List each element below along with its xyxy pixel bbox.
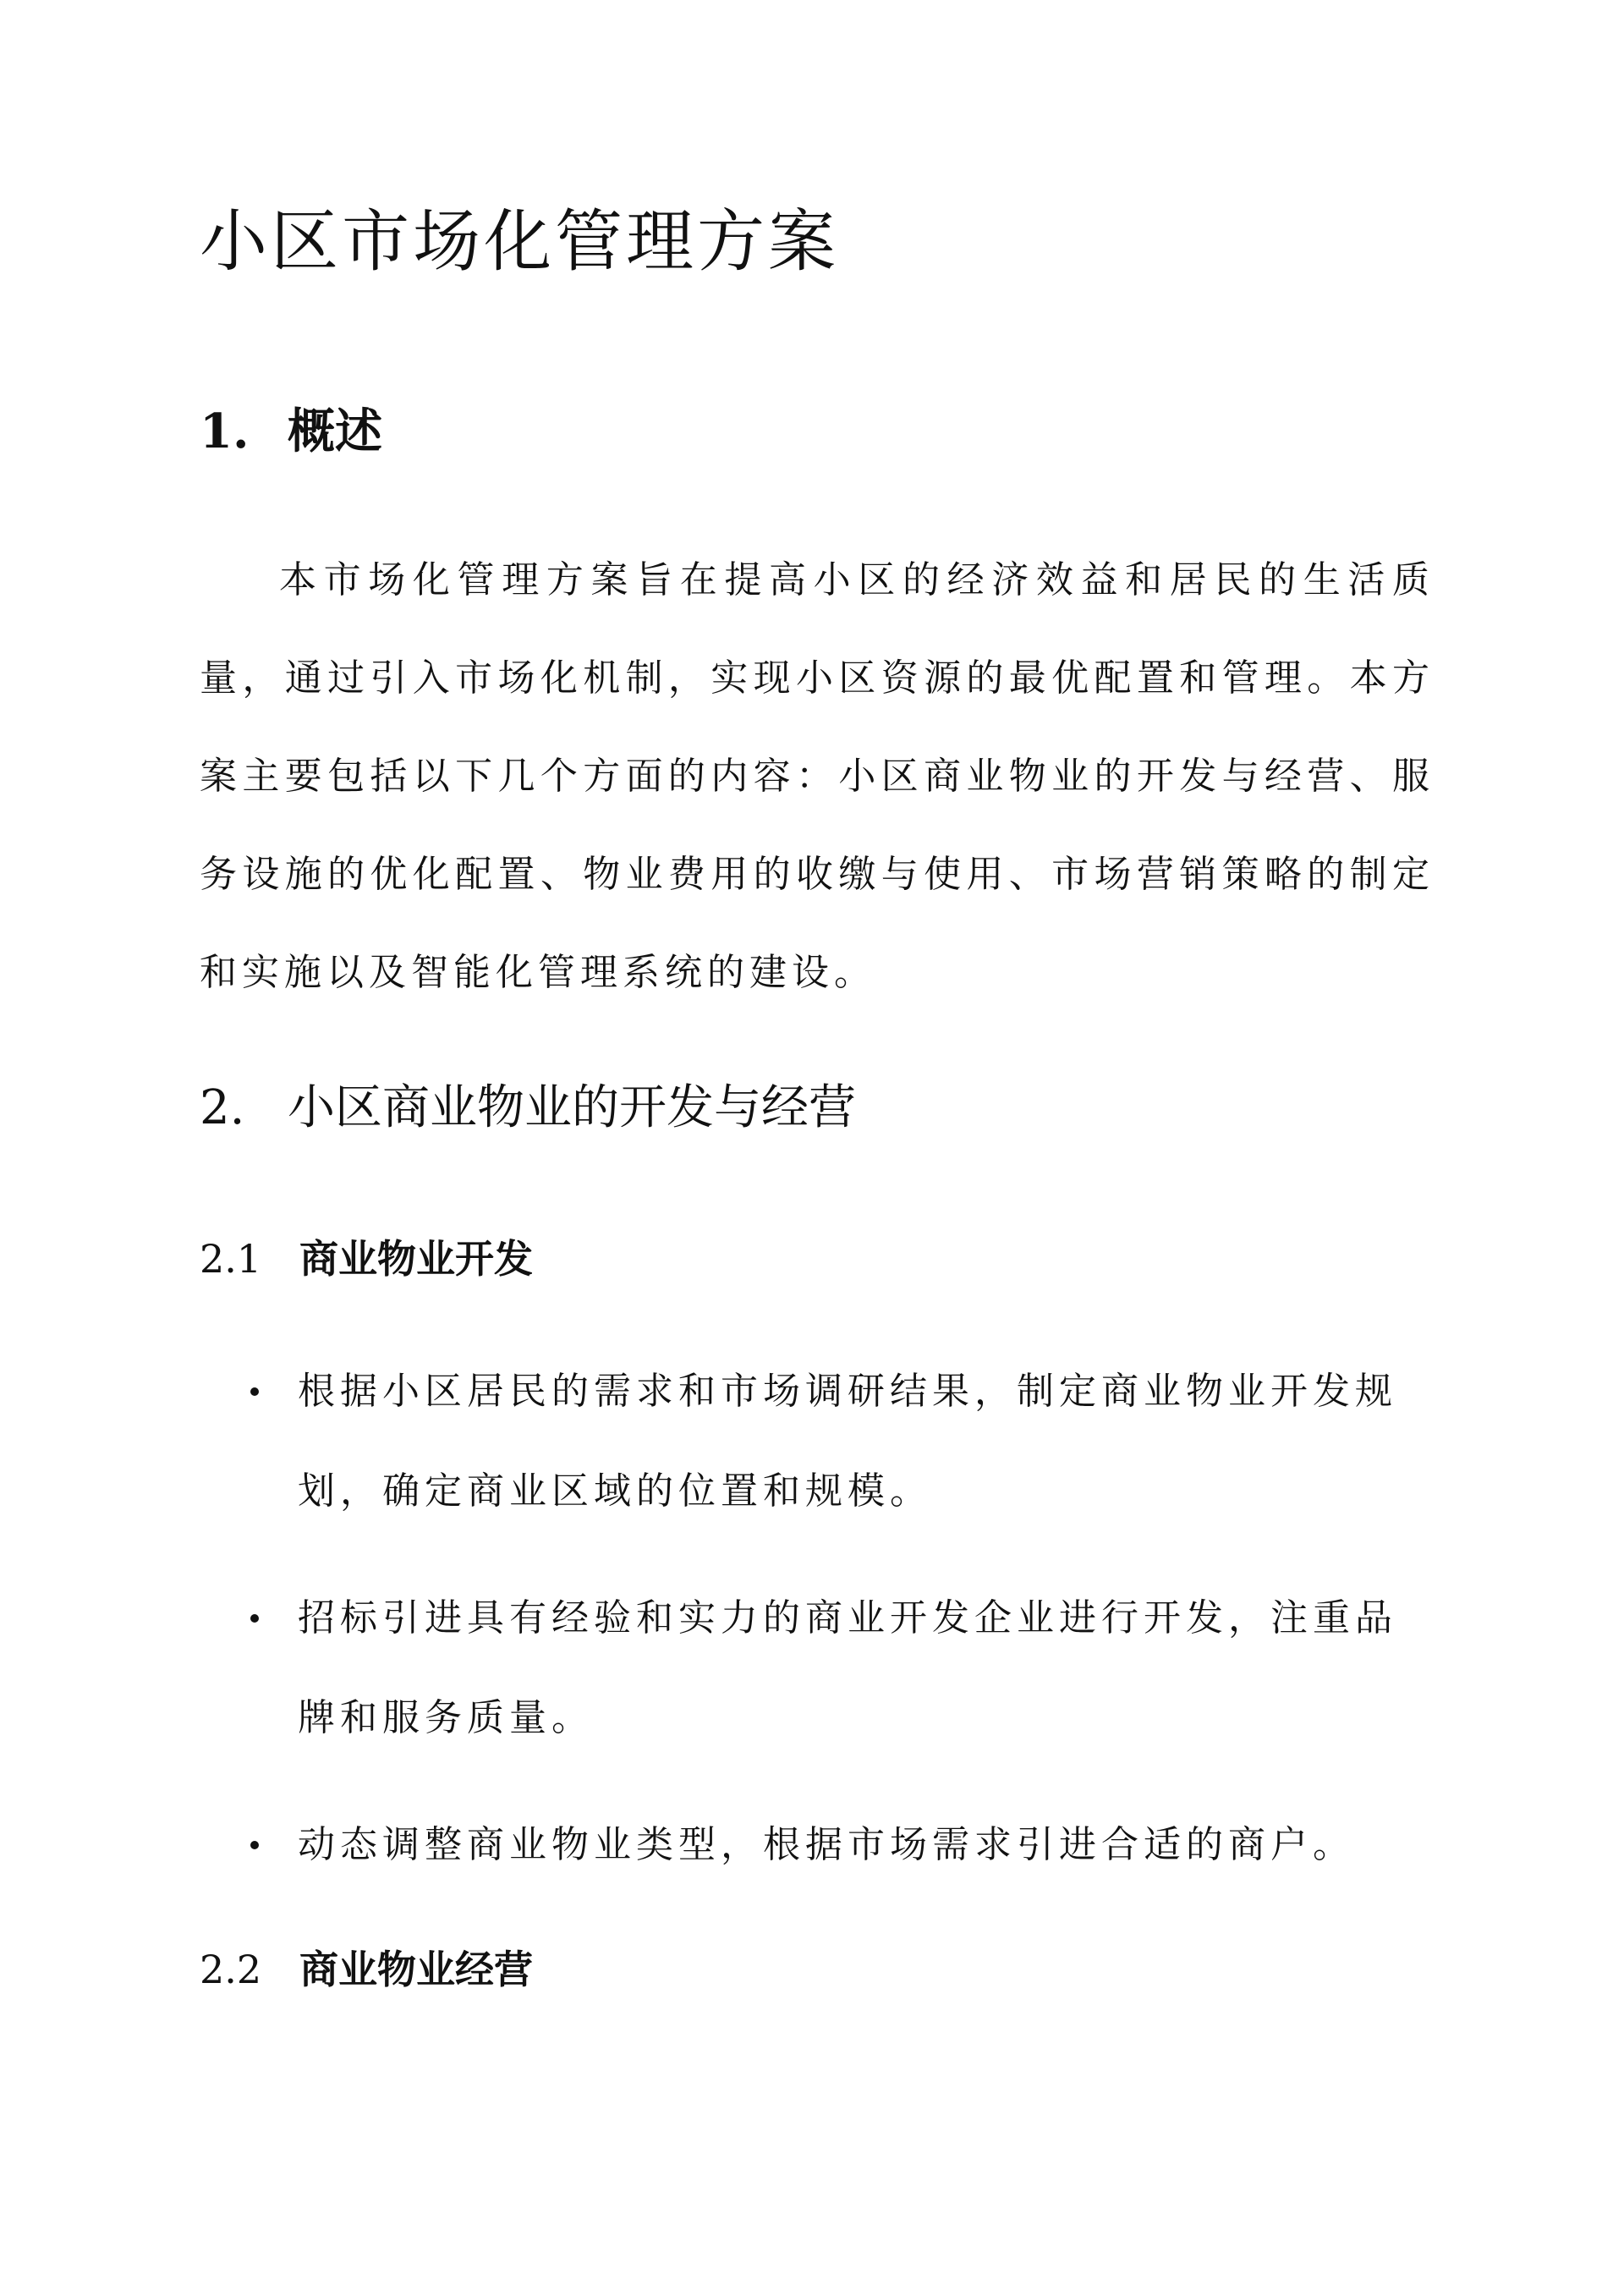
list-item — [200, 1342, 1418, 1541]
subsection-number: 2.1 — [200, 1236, 262, 1282]
bullet-icon — [250, 1841, 259, 1849]
subsection-title: 商业物业经营 — [299, 1947, 533, 1992]
list-item-text: 招标引进具有经验和实力的商业开发企业进行开发，注重品牌和服务质量。 — [298, 1596, 1397, 1739]
subsection-number: 2.2 — [200, 1947, 262, 1992]
overview-paragraph: 本市场化管理方案旨在提高小区的经济效益和居民的生活质量，通过引入市场化机制，实现小区资源的最优配置和管理。本方案主要包括以下几个方面的内容：小区商业物业的开发与经营、服务设施的优化配置、物业费用的收缴与使用、市场营销策略的制定和实施以及智能化管理系统的建设。 — [200, 558, 1435, 994]
development-bullet-list — [200, 1342, 1418, 1922]
list-item — [200, 1568, 1418, 1768]
bullet-icon — [250, 1387, 259, 1396]
list-item — [200, 1795, 1418, 1895]
list-item-text: 动态调整商业物业类型，根据市场需求引进合适的商户。 — [298, 1823, 1355, 1866]
list-item-text: 根据小区居民的需求和市场调研结果，制定商业物业开发规划，确定商业区域的位置和规模。 — [298, 1370, 1397, 1513]
section-heading-commercial — [200, 1074, 856, 1142]
section-title: 概述 — [288, 404, 382, 459]
subsection-title: 商业物业开发 — [299, 1236, 533, 1282]
subsection-heading-development — [200, 1232, 533, 1286]
section-number: 2. — [200, 1080, 245, 1135]
bullet-icon — [250, 1614, 259, 1623]
section-heading-overview — [200, 398, 382, 465]
section-title: 小区商业物业的开发与经营 — [288, 1080, 856, 1135]
section-number: 1. — [200, 404, 250, 459]
document-title: 小区市场化管理方案 — [200, 202, 839, 281]
subsection-heading-operation — [200, 1942, 533, 1997]
